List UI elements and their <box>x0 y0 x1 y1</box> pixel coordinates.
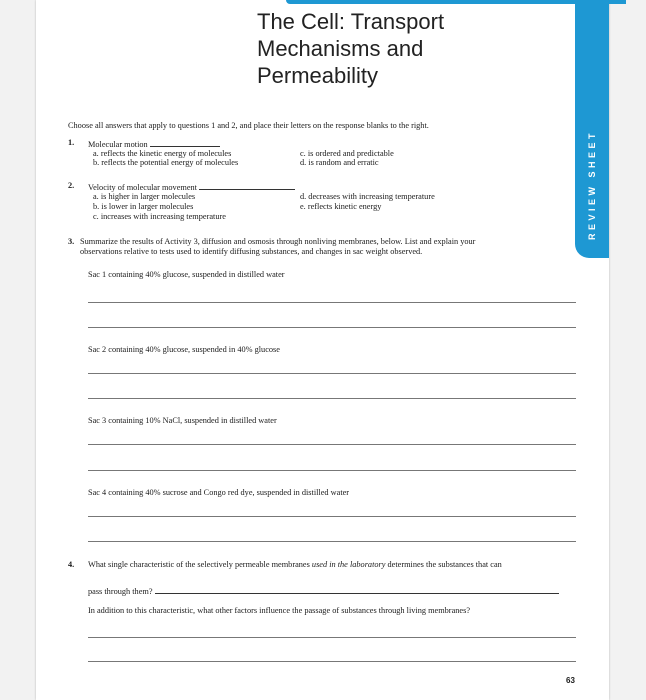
q4-prompt-post: determines the substances that can <box>385 560 502 569</box>
sac-3-label: Sac 3 containing 10% NaCl, suspended in distilled water <box>88 416 277 425</box>
sac-1-answer-line-2[interactable] <box>88 327 576 328</box>
sac-1-answer-line-1[interactable] <box>88 302 576 303</box>
q4-prompt-pre: What single characteristic of the selectively permeable membranes <box>88 560 312 569</box>
q1-option-b: b. reflects the potential energy of molecules <box>93 158 239 167</box>
q1-option-c: c. is ordered and predictable <box>300 149 394 158</box>
q1-number: 1. <box>68 138 75 147</box>
instructions: Choose all answers that apply to questions 1 and 2, and place their letters on the response blanks to the right. <box>68 121 429 130</box>
q1-option-d: d. is random and erratic <box>300 158 379 167</box>
q4-number: 4. <box>68 560 75 569</box>
worksheet-page <box>36 0 609 700</box>
sac-2-label: Sac 2 containing 40% glucose, suspended in 40% glucose <box>88 345 280 354</box>
q4-followup: In addition to this characteristic, what other factors influence the passage of substances through living membranes? <box>88 606 470 615</box>
q3-number: 3. <box>68 237 75 246</box>
sac-4-answer-line-2[interactable] <box>88 541 576 542</box>
q1-option-a: a. reflects the kinetic energy of molecules <box>93 149 232 158</box>
q2-option-a: a. is higher in larger molecules <box>93 192 196 201</box>
q4-answer-blank[interactable] <box>155 585 559 594</box>
review-sheet-label: REVIEW SHEET <box>587 129 597 240</box>
sac-2-answer-line-2[interactable] <box>88 398 576 399</box>
q3-prompt-line1: Summarize the results of Activity 3, diffusion and osmosis through nonliving membranes, below. List and explain your <box>80 237 476 246</box>
sac-1-label: Sac 1 containing 40% glucose, suspended in distilled water <box>88 270 285 279</box>
q2-option-c: c. increases with increasing temperature <box>93 212 226 221</box>
sac-2-answer-line-1[interactable] <box>88 373 576 374</box>
q3-prompt-line2: observations relative to tests used to identify diffusing substances, and changes in sac weight observed. <box>80 247 423 256</box>
title-line-3: Permeability <box>257 63 379 88</box>
title-line-2: Mechanisms and <box>257 36 424 61</box>
q2-number: 2. <box>68 181 75 190</box>
q2-option-b: b. is lower in larger molecules <box>93 202 194 211</box>
q1-answer-blank[interactable] <box>150 138 220 147</box>
sac-3-answer-line-1[interactable] <box>88 444 576 445</box>
q2-prompt: Velocity of molecular movement <box>88 183 197 192</box>
page-number: 63 <box>566 676 575 685</box>
title-line-1: The Cell: Transport <box>257 9 445 34</box>
page-title <box>257 8 444 89</box>
sac-4-answer-line-1[interactable] <box>88 516 576 517</box>
q4-prompt-line1 <box>88 560 502 570</box>
q1-prompt: Molecular motion <box>88 140 148 149</box>
q4-prompt-italic: used in the laboratory <box>311 560 386 569</box>
q4-prompt-line2: pass through them? <box>88 587 153 596</box>
q4-answer-line-2[interactable] <box>88 661 576 662</box>
sac-4-label: Sac 4 containing 40% sucrose and Congo red dye, suspended in distilled water <box>88 488 350 497</box>
q2-option-e: e. reflects kinetic energy <box>300 202 382 211</box>
q2-answer-blank[interactable] <box>199 181 295 190</box>
q2-option-d: d. decreases with increasing temperature <box>300 192 435 201</box>
q4-answer-line-1[interactable] <box>88 637 576 638</box>
sac-3-answer-line-2[interactable] <box>88 470 576 471</box>
